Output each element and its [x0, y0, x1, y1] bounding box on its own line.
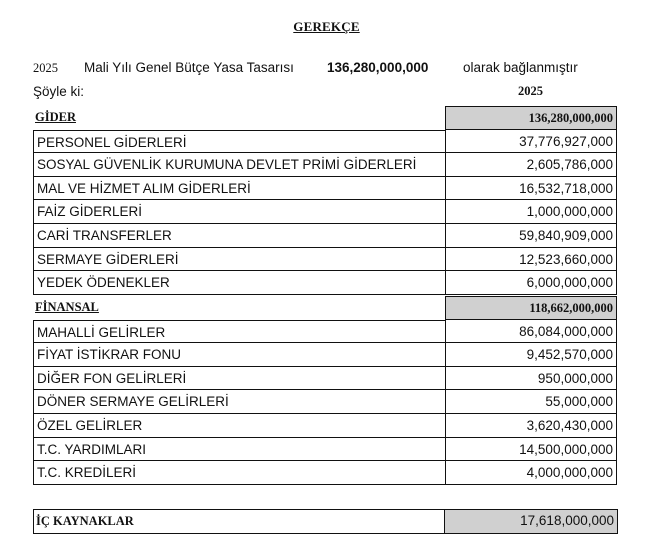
table-row: [33, 343, 617, 367]
table-row: [33, 320, 617, 344]
row-label: DİĞER FON GELİRLERİ: [33, 367, 445, 391]
column-year-header: 2025: [518, 84, 543, 98]
intro-line: [0, 60, 653, 78]
table-row: [33, 153, 617, 177]
section-title: GİDER: [35, 110, 76, 124]
section-total: 136,280,000,000: [445, 106, 617, 130]
internal-resources-row: [33, 509, 617, 534]
row-value: 1,000,000,000: [445, 200, 617, 224]
row-value: 9,452,570,000: [445, 343, 617, 367]
intro-amount: 136,280,000,000: [327, 60, 429, 75]
lead-in-text: Şöyle ki:: [33, 84, 85, 99]
row-label: DÖNER SERMAYE GELİRLERİ: [33, 390, 445, 414]
row-label: YEDEK ÖDENEKLER: [33, 271, 445, 295]
row-label: T.C. YARDIMLARI: [33, 438, 445, 462]
row-value: 86,084,000,000: [445, 320, 617, 344]
intro-suffix: olarak bağlanmıştır: [463, 60, 578, 75]
section-total: 118,662,000,000: [445, 296, 617, 320]
section-header-finansal: [33, 296, 617, 320]
section-header-gider: [33, 106, 617, 130]
row-label: SOSYAL GÜVENLİK KURUMUNA DEVLET PRİMİ GİDERLERİ: [33, 153, 445, 177]
finansal-table: [33, 296, 617, 485]
row-label: FİYAT İSTİKRAR FONU: [33, 343, 445, 367]
row-value: 59,840,909,000: [445, 224, 617, 248]
table-row: [33, 224, 617, 248]
gider-table: [33, 106, 617, 295]
row-value: 2,605,786,000: [445, 153, 617, 177]
row-label: SERMAYE GİDERLERİ: [33, 248, 445, 272]
table-row: [33, 200, 617, 224]
internal-resources-value: 17,618,000,000: [444, 509, 618, 534]
document-title: GEREKÇE: [293, 19, 360, 34]
row-label: FAİZ GİDERLERİ: [33, 200, 445, 224]
internal-resources-label: İÇ KAYNAKLAR: [36, 514, 134, 528]
table-row: [33, 248, 617, 272]
row-value: 950,000,000: [445, 367, 617, 391]
intro-description: Mali Yılı Genel Bütçe Yasa Tasarısı: [84, 60, 294, 75]
section-title: FİNANSAL: [35, 300, 99, 314]
table-row: [33, 130, 617, 154]
row-value: 37,776,927,000: [445, 130, 617, 154]
row-label: CARİ TRANSFERLER: [33, 224, 445, 248]
row-label: ÖZEL GELİRLER: [33, 414, 445, 438]
row-label: MAL VE HİZMET ALIM GİDERLERİ: [33, 177, 445, 201]
intro-year: 2025: [33, 61, 58, 75]
table-row: [33, 177, 617, 201]
table-row: [33, 367, 617, 391]
row-value: 4,000,000,000: [445, 461, 617, 485]
table-row: [33, 414, 617, 438]
row-label: T.C. KREDİLERİ: [33, 461, 445, 485]
row-label: MAHALLİ GELİRLER: [33, 320, 445, 344]
table-row: [33, 461, 617, 485]
row-value: 55,000,000: [445, 390, 617, 414]
row-label: PERSONEL GİDERLERİ: [33, 130, 445, 154]
row-value: 16,532,718,000: [445, 177, 617, 201]
table-row: [33, 271, 617, 295]
row-value: 14,500,000,000: [445, 438, 617, 462]
row-value: 12,523,660,000: [445, 248, 617, 272]
table-row: [33, 390, 617, 414]
row-value: 6,000,000,000: [445, 271, 617, 295]
table-row: [33, 438, 617, 462]
row-value: 3,620,430,000: [445, 414, 617, 438]
